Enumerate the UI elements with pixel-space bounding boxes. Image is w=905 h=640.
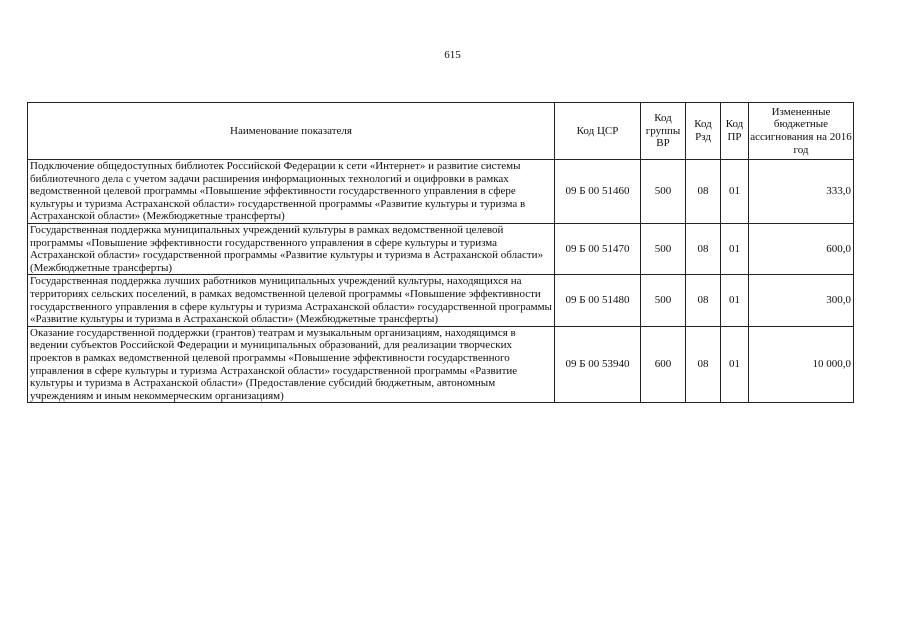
table-row <box>28 223 854 274</box>
row-rzd-code: 08 <box>686 160 721 224</box>
row-name: Государственная поддержка муниципальных учреждений культуры в рамках ведомственной целевой программы «Повышение эффективности государственного управления в сфере культуры и туризма Астраханской области» государственной программы «Развитие культуры и туризма в Астраханской области» (Межбюджетные трансферты) <box>28 223 555 274</box>
header-amount: Измененные бюджетные ассигнования на 2016 год <box>749 103 854 160</box>
row-amount: 300,0 <box>749 275 854 326</box>
table-header-row <box>28 103 854 160</box>
row-csr-code: 09 Б 00 51480 <box>555 275 641 326</box>
row-rzd-code: 08 <box>686 326 721 403</box>
row-pr-code: 01 <box>721 326 749 403</box>
header-csr-code: Код ЦСР <box>555 103 641 160</box>
row-amount: 10 000,0 <box>749 326 854 403</box>
table-row <box>28 160 854 224</box>
row-vr-code: 500 <box>641 275 686 326</box>
budget-table <box>27 102 854 403</box>
table-row <box>28 275 854 326</box>
header-indicator-name: Наименование показателя <box>28 103 555 160</box>
row-csr-code: 09 Б 00 53940 <box>555 326 641 403</box>
row-pr-code: 01 <box>721 275 749 326</box>
row-csr-code: 09 Б 00 51470 <box>555 223 641 274</box>
row-rzd-code: 08 <box>686 275 721 326</box>
header-rzd-code: Код Рзд <box>686 103 721 160</box>
row-name: Государственная поддержка лучших работников муниципальных учреждений культуры, находящихся на территориях сельских поселений, в рамках ведомственной целевой программы «Повышение эффективности государственного управления в сфере культуры и туризма Астраханской области» государственной программы «Развитие культуры и туризма в Астраханской области» (Межбюджетные трансферты) <box>28 275 555 326</box>
row-vr-code: 500 <box>641 223 686 274</box>
row-csr-code: 09 Б 00 51460 <box>555 160 641 224</box>
table-row <box>28 326 854 403</box>
row-vr-code: 500 <box>641 160 686 224</box>
row-rzd-code: 08 <box>686 223 721 274</box>
row-amount: 600,0 <box>749 223 854 274</box>
header-pr-code: Код ПР <box>721 103 749 160</box>
row-name: Оказание государственной поддержки (грантов) театрам и музыкальным организациям, находящимся в ведении субъектов Российской Федерации и муниципальных образований, для реализации творческих проектов в рамках ведомственной целевой программы «Повышение эффективности государственного управления в сфере культуры и туризма Астраханской области» государственной программы «Развитие культуры и туризма в Астраханской области» (Предоставление субсидий бюджетным, автономным учреждениям и иным некоммерческим организациям) <box>28 326 555 403</box>
row-pr-code: 01 <box>721 223 749 274</box>
row-pr-code: 01 <box>721 160 749 224</box>
row-vr-code: 600 <box>641 326 686 403</box>
row-amount: 333,0 <box>749 160 854 224</box>
row-name: Подключение общедоступных библиотек Российской Федерации к сети «Интернет» и развитие системы библиотечного дела с учетом задачи расширения информационных технологий и оцифровки в рамках ведомственной целевой программы «Повышение эффективности государственного управления в сфере культуры и туризма Астраханской области» государственной программы «Развитие культуры и туризма в Астраханской области» (Межбюджетные трансферты) <box>28 160 555 224</box>
page-number: 615 <box>444 49 461 61</box>
header-vr-code: Код группы ВР <box>641 103 686 160</box>
